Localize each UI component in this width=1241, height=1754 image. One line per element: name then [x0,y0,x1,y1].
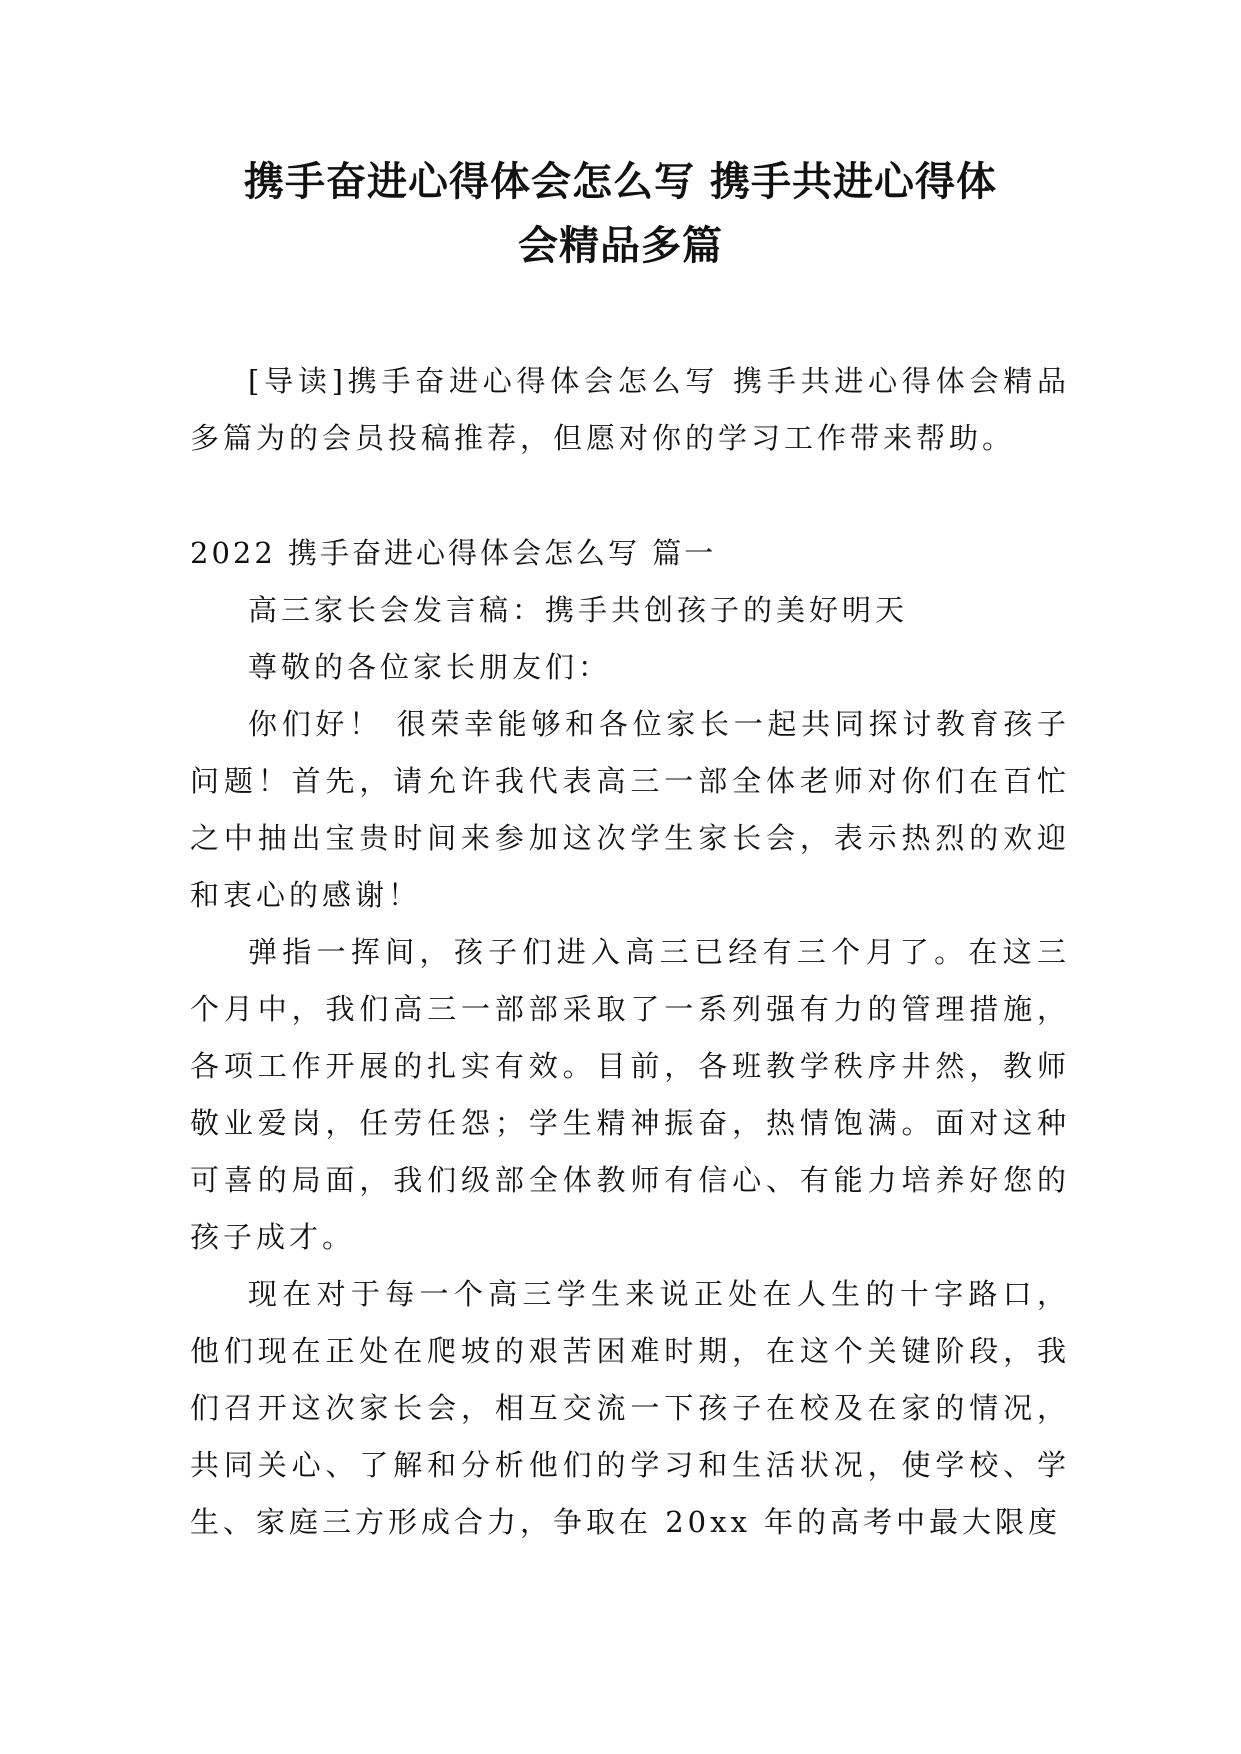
body-paragraph: 弹指一挥间，孩子们进入高三已经有三个月了。在这三个月中，我们高三一部部采取了一系列强有力的管理措施，各项工作开展的扎实有效。目前，各班教学秩序井然，教师敬业爱岗，任劳任怨；学生精神振奋，热情饱满。面对这种可喜的局面，我们级部全体教师有信心、有能力培养好您的孩子成才。 [190,935,1070,1254]
title-line-2: 会精品多篇 [518,223,723,269]
speech-title: 高三家长会发言稿：携手共创孩子的美好明天 [248,593,909,627]
body-paragraph: 现在对于每一个高三学生来说正处在人生的十字路口，他们现在正处在爬坡的艰苦困难时期，在这个关键阶段，我们召开这次家长会，相互交流一下孩子在校及在家的情况，共同关心、了解和分析他们的学习和生活状况，使学校、学生、家庭三方形成合力，争取在 20xx 年的高考中最大限度 [190,1277,1070,1539]
salutation: 尊敬的各位家长朋友们： [248,650,612,684]
section-heading: 2022 携手奋进心得体会怎么写 篇一 [190,536,717,570]
document-title [160,150,1081,278]
intro-paragraph: [导读]携手奋进心得体会怎么写 携手共进心得体会精品多篇为的会员投稿推荐，但愿对你的学习工作带来帮助。 [190,364,1070,455]
body-paragraph: 你们好！ 很荣幸能够和各位家长一起共同探讨教育孩子问题！首先，请允许我代表高三一部全体老师对你们在百忙之中抽出宝贵时间来参加这次学生家长会，表示热烈的欢迎和衷心的感谢！ [190,707,1070,912]
title-line-1: 携手奋进心得体会怎么写 携手共进心得体 [244,159,997,205]
document-body [190,353,1070,1551]
